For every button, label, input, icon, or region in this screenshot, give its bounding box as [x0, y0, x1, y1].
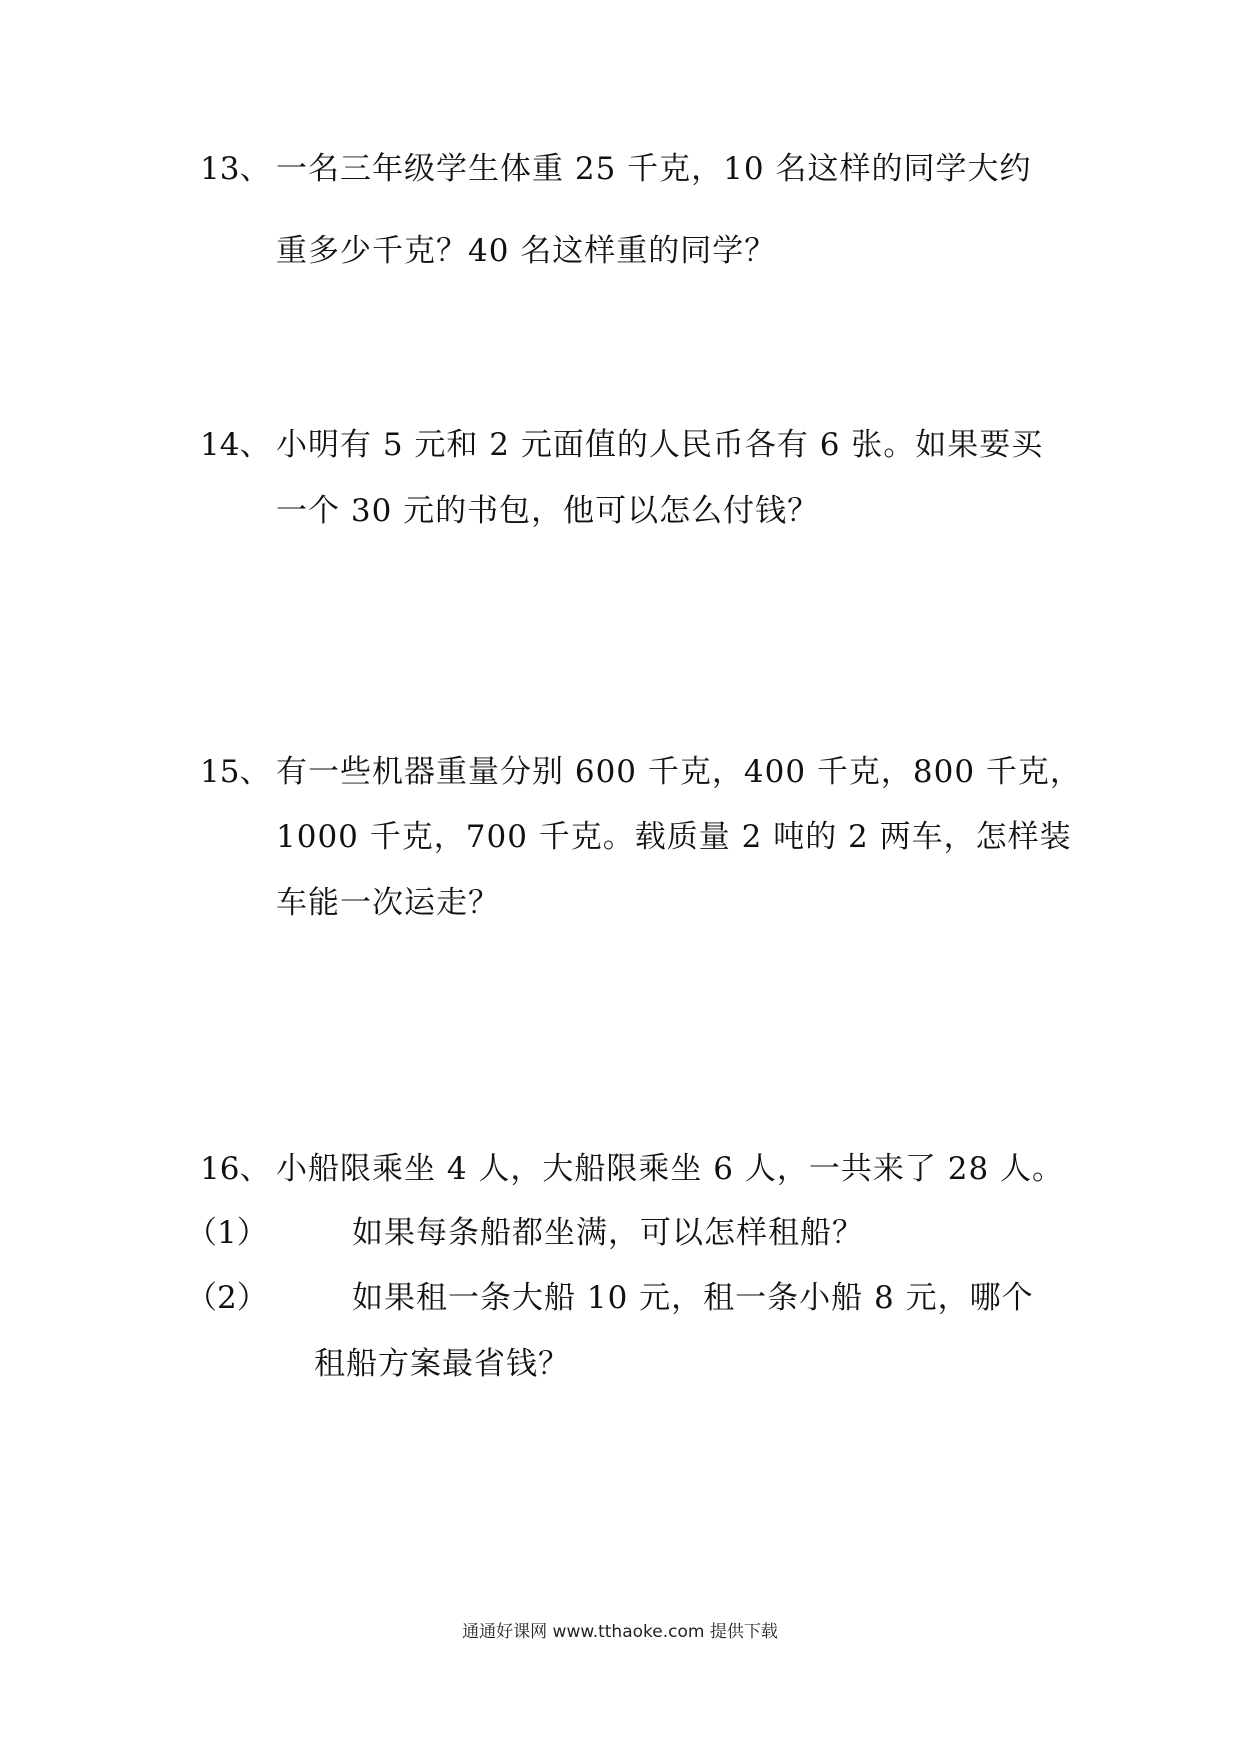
sub-question-label: （2）: [186, 1280, 268, 1316]
question-text-line: 重多少千克？40 名这样重的同学？: [276, 233, 777, 269]
question-number: 15、: [200, 754, 271, 790]
question-text-line: 有一些机器重量分别 600 千克，400 千克，800 千克，: [276, 754, 1082, 790]
question-text-line: 一个 30 元的书包，他可以怎么付钱？: [276, 493, 820, 529]
question-text-line: 一名三年级学生体重 25 千克，10 名这样的同学大约: [276, 151, 1032, 187]
question-number: 13、: [200, 151, 271, 187]
sub-question-text-line: 租船方案最省钱？: [314, 1346, 570, 1382]
question-number: 16、: [200, 1151, 271, 1187]
question-text-line: 1000 千克，700 千克。载质量 2 吨的 2 两车，怎样装: [276, 819, 1072, 855]
question-text-line: 小明有 5 元和 2 元面值的人民币各有 6 张。如果要买: [276, 427, 1044, 463]
sub-question-text-line: 如果每条船都坐满，可以怎样租船？: [352, 1215, 864, 1251]
question-text-line: 小船限乘坐 4 人，大船限乘坐 6 人，一共来了 28 人。: [276, 1151, 1065, 1187]
question-number: 14、: [200, 427, 271, 463]
question-text-line: 车能一次运走？: [276, 885, 500, 921]
page-footer: 通通好课网 www.tthaoke.com 提供下载: [462, 1622, 778, 1642]
sub-question-label: （1）: [186, 1215, 268, 1251]
sub-question-text-line: 如果租一条大船 10 元，租一条小船 8 元，哪个: [352, 1280, 1034, 1316]
